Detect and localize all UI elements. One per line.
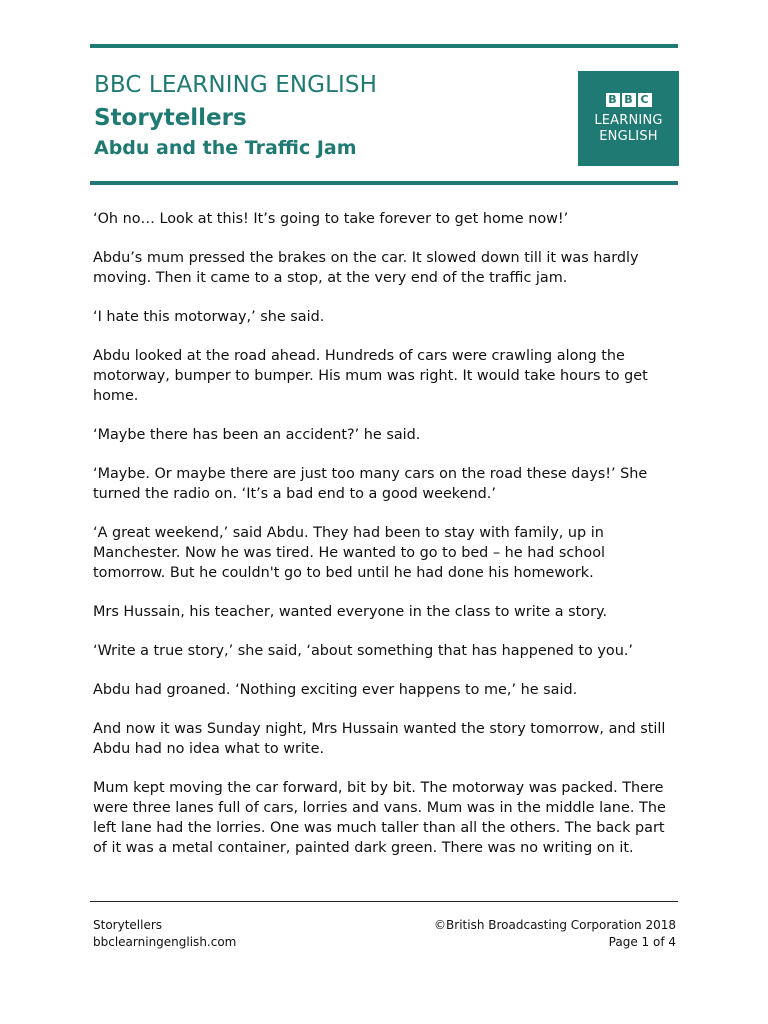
footer-copyright: ©British Broadcasting Corporation 2018 [434, 918, 676, 932]
story-paragraph: ‘I hate this motorway,’ she said. [93, 309, 325, 325]
document-header [94, 70, 564, 162]
story-paragraph: ‘Oh no… Look at this! It’s going to take forever to get home now!’ [93, 211, 569, 227]
footer-right [434, 917, 676, 951]
series-title: Storytellers [94, 105, 247, 131]
bbc-learning-english-logo [578, 71, 679, 166]
story-paragraph: Abdu had groaned. ‘Nothing exciting ever happens to me,’ he said. [93, 682, 578, 698]
story-paragraph: ‘Write a true story,’ she said, ‘about something that has happened to you.’ [93, 643, 633, 659]
footer-rule [90, 901, 678, 902]
footer-website: bbclearningenglish.com [93, 935, 237, 949]
footer-left [93, 917, 236, 951]
story-paragraph: ‘A great weekend,’ said Abdu. They had been to stay with family, up in Manchester. Now he was tired. He wanted to go to bed – he had school tomorrow. But he couldn't go to bed until he had done his homework. [93, 525, 605, 581]
story-title: Abdu and the Traffic Jam [94, 137, 357, 159]
story-paragraph: ‘Maybe. Or maybe there are just too many cars on the road these days!’ She turned the radio on. ‘It’s a bad end to a good weekend.’ [93, 466, 648, 502]
story-paragraph: Mum kept moving the car forward, bit by bit. The motorway was packed. There were three lanes full of cars, lorries and vans. Mum was in the middle lane. The left lane had the lorries. One was much taller than all the others. The back part of it was a metal container, painted dark green. There was no writing on it. [93, 780, 666, 856]
logo-block-b1: B [606, 93, 620, 107]
story-paragraph: ‘Maybe there has been an accident?’ he said. [93, 427, 421, 443]
logo-block-b2: B [622, 93, 636, 107]
footer-page-number: Page 1 of 4 [608, 935, 676, 949]
brand-name: BBC LEARNING ENGLISH [94, 72, 377, 98]
header-top-rule [90, 44, 678, 48]
story-paragraph: Mrs Hussain, his teacher, wanted everyone in the class to write a story. [93, 604, 608, 620]
bbc-blocks [606, 93, 652, 107]
header-bottom-rule [90, 181, 678, 185]
logo-line-english: ENGLISH [599, 128, 658, 144]
logo-block-c: C [638, 93, 652, 107]
logo-line-learning: LEARNING [594, 112, 663, 128]
story-body [93, 209, 678, 877]
story-paragraph: Abdu’s mum pressed the brakes on the car. It slowed down till it was hardly moving. Then it came to a stop, at the very end of the traffic jam. [93, 250, 639, 286]
footer-series: Storytellers [93, 918, 163, 932]
story-paragraph: And now it was Sunday night, Mrs Hussain wanted the story tomorrow, and still Abdu had no idea what to write. [93, 721, 666, 757]
story-paragraph: Abdu looked at the road ahead. Hundreds of cars were crawling along the motorway, bumper to bumper. His mum was right. It would take hours to get home. [93, 348, 648, 404]
